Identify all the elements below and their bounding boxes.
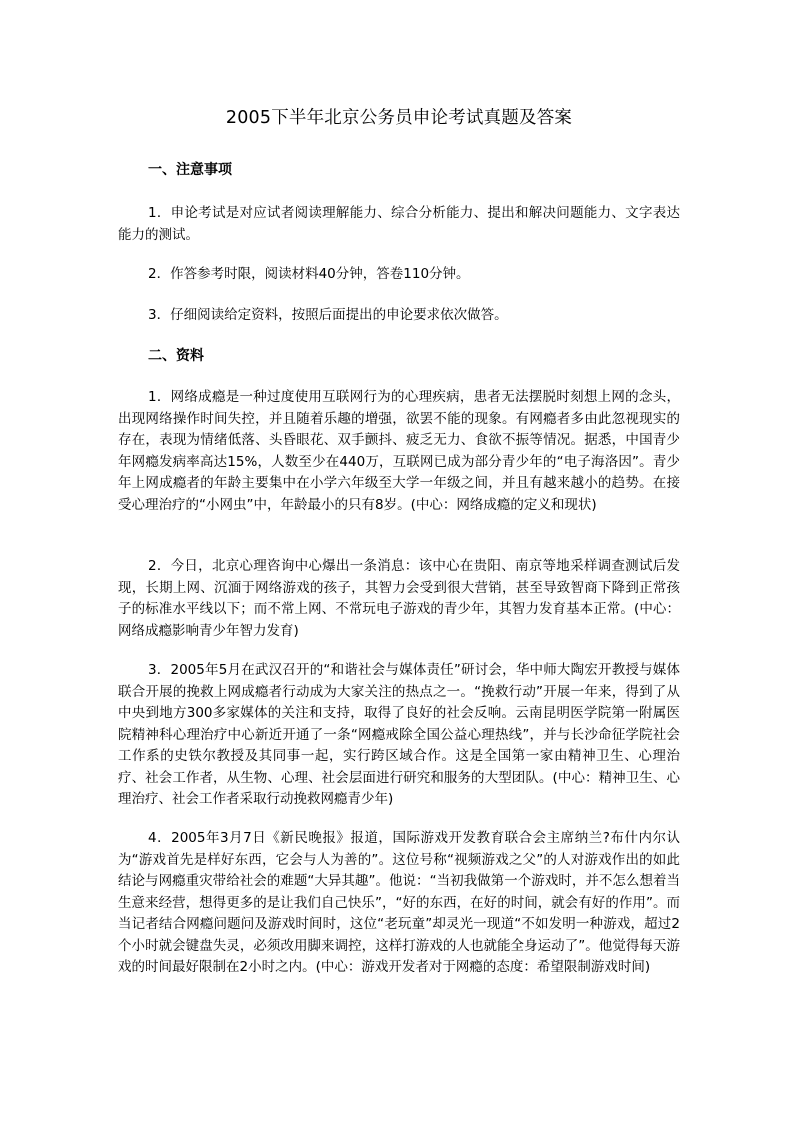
material-paragraph-1: 1．网络成瘾是一种过度使用互联网行为的心理疾病，患者无法摆脱时刻想上网的念头，出现网络操作时间失控，并且随着乐趣的增强，欲罢不能的现象。有网瘾者多由此忽视现实的存在，表现为情绪低落、头昏眼花、双手颤抖、疲乏无力、食欲不振等情况。据悉，中国青少年网瘾发病率高达15%，人数至少在440万，互联网已成为部分青少年的“电子海洛因”。青少年上网成瘾者的年龄主要集中在小学六年级至大学一年级之间，并且有越来越小的趋势。在接受心理治疗的“小网虫”中，年龄最小的只有8岁。(中心：网络成瘾的定义和现状) [118,389,680,513]
document-title: 2005下半年北京公务员申论考试真题及答案 [225,108,573,128]
notes-paragraph-2: 2．作答参考时限，阅读材料40分钟，答卷110分钟。 [148,266,470,282]
material-paragraph-4: 4．2005年3月7日《新民晚报》报道，国际游戏开发教育联合会主席纳兰?布什内尔认为“游戏首先是样好东西，它会与人为善的”。这位号称“视频游戏之父”的人对游戏作出的如此结论与网瘾重灾带给社会的难题“大异其趣”。他说：“当初我做第一个游戏时，并不怎么想着当生意来经营，想得更多的是让我们自己快乐”，“好的东西，在好的时间，就会有好的作用”。而当记者结合网瘾问题问及游戏时间时，这位“老玩童”却灵光一现道“不如发明一种游戏，超过2个小时就会键盘失灵，必须改用脚来调控，这样打游戏的人也就能全身运动了”。他觉得每天游戏的时间最好限制在2小时之内。(中心：游戏开发者对于网瘾的态度：希望限制游戏时间) [118,830,680,975]
material-paragraph-3: 3．2005年5月在武汉召开的“和谐社会与媒体责任”研讨会，华中师大陶宏开教授与媒体联合开展的挽救上网成瘾者行动成为大家关注的热点之一。“挽救行动”开展一年来，得到了从中央到地方300多家媒体的关注和支持，取得了良好的社会反响。云南昆明医学院第一附属医院精神科心理治疗中心新近开通了一条“网瘾戒除全国公益心理热线”，并与长沙命征学院社会工作系的史铁尔教授及其同事一起，实行跨区域合作。这是全国第一家由精神卫生、心理治疗、社会工作者，从生物、心理、社会层面进行研究和服务的大型团队。(中心：精神卫生、心理治疗、社会工作者采取行动挽救网瘾青少年) [118,662,680,807]
notes-paragraph-3: 3．仔细阅读给定资料，按照后面提出的申论要求依次做答。 [148,307,508,323]
section-heading-notes: 一、注意事项 [148,162,232,178]
notes-paragraph-1: 1．申论考试是对应试者阅读理解能力、综合分析能力、提出和解决问题能力、文字表达能力的测试。 [118,205,680,243]
material-paragraph-2: 2．今日，北京心理咨询中心爆出一条消息：该中心在贵阳、南京等地采样调查测试后发现，长期上网、沉湎于网络游戏的孩子，其智力会受到很大营销，甚至导致智商下降到正常孩子的标准水平线以下；而不常上网、不常玩电子游戏的青少年，其智力发育基本正常。(中心：网络成瘾影响青少年智力发育) [118,558,680,639]
section-heading-materials: 二、资料 [148,348,204,364]
